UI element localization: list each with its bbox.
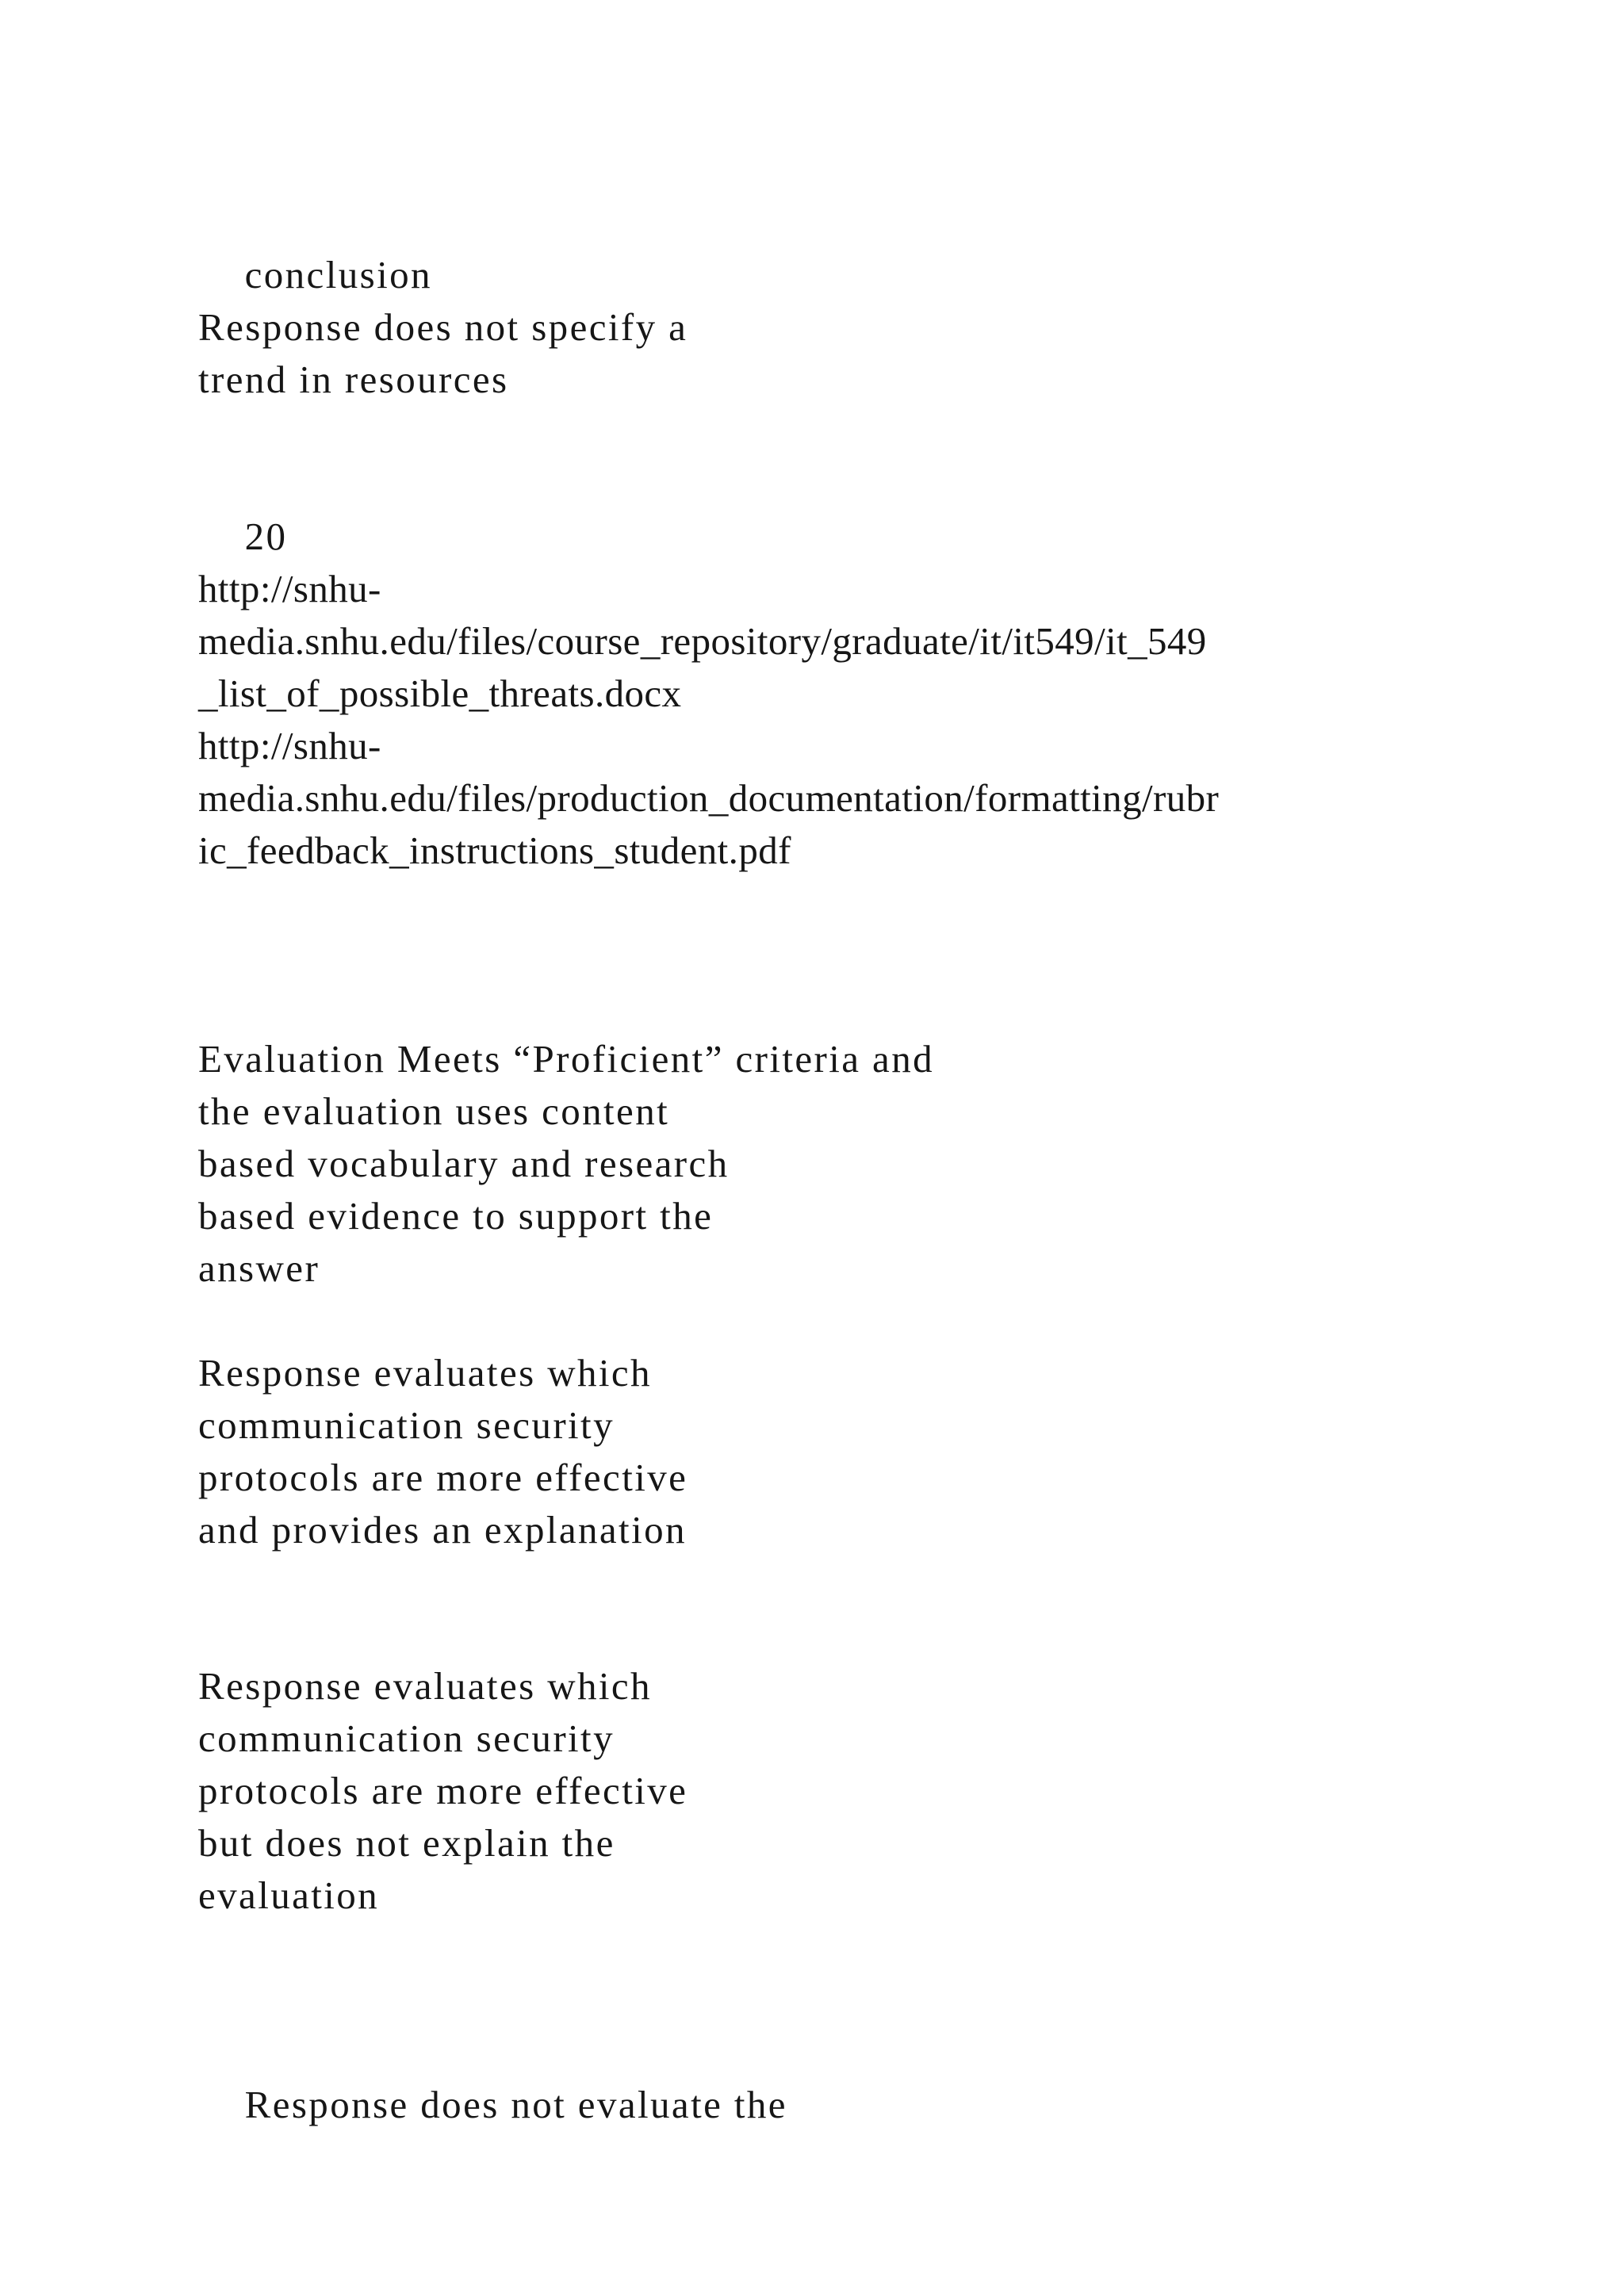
text-line: based vocabulary and research [198,1142,730,1185]
text-line: protocols are more effective [198,1456,688,1499]
text-resource-links [198,563,1219,877]
text-line: communication security [198,1716,615,1760]
text-line: Evaluation Meets “Proficient” criteria and [198,1037,935,1081]
text-evaluation-proficient [198,1347,688,1556]
text-line: evaluation [198,1873,380,1917]
text-line: Response does not specify a [198,305,688,349]
text-line: 20 [244,515,288,558]
text-line: and provides an explanation [198,1508,687,1552]
text-evaluation-not-evident [198,2026,787,2183]
text-line: based evidence to support the [198,1194,714,1238]
text-line: Response evaluates which [198,1664,652,1708]
text-evaluation-exemplary [198,1033,934,1295]
text-line: the evaluation uses content [198,1089,670,1133]
text-line: communication security [198,1403,615,1447]
text-line: answer [198,1246,320,1290]
text-evaluation-needs-improvement [198,1660,688,1922]
text-line: Response does not evaluate the [244,2083,787,2126]
url-line: _list_of_possible_threats.docx [198,672,682,715]
text-line: trend in resources [198,358,509,401]
url-line: media.snhu.edu/files/course_repository/graduate/it/it549/it_549 [198,619,1207,663]
url-line: media.snhu.edu/files/production_documentation/formatting/rubr [198,776,1220,820]
text-line: conclusion [244,253,432,297]
url-line: http://snhu- [198,724,381,767]
text-line: protocols are more effective [198,1769,688,1812]
text-no-trend-in-resources [198,301,688,406]
url-line: ic_feedback_instructions_student.pdf [198,828,791,872]
url-line: http://snhu- [198,567,381,610]
text-line: but does not explain the [198,1821,615,1865]
text-line: Response evaluates which [198,1351,652,1395]
